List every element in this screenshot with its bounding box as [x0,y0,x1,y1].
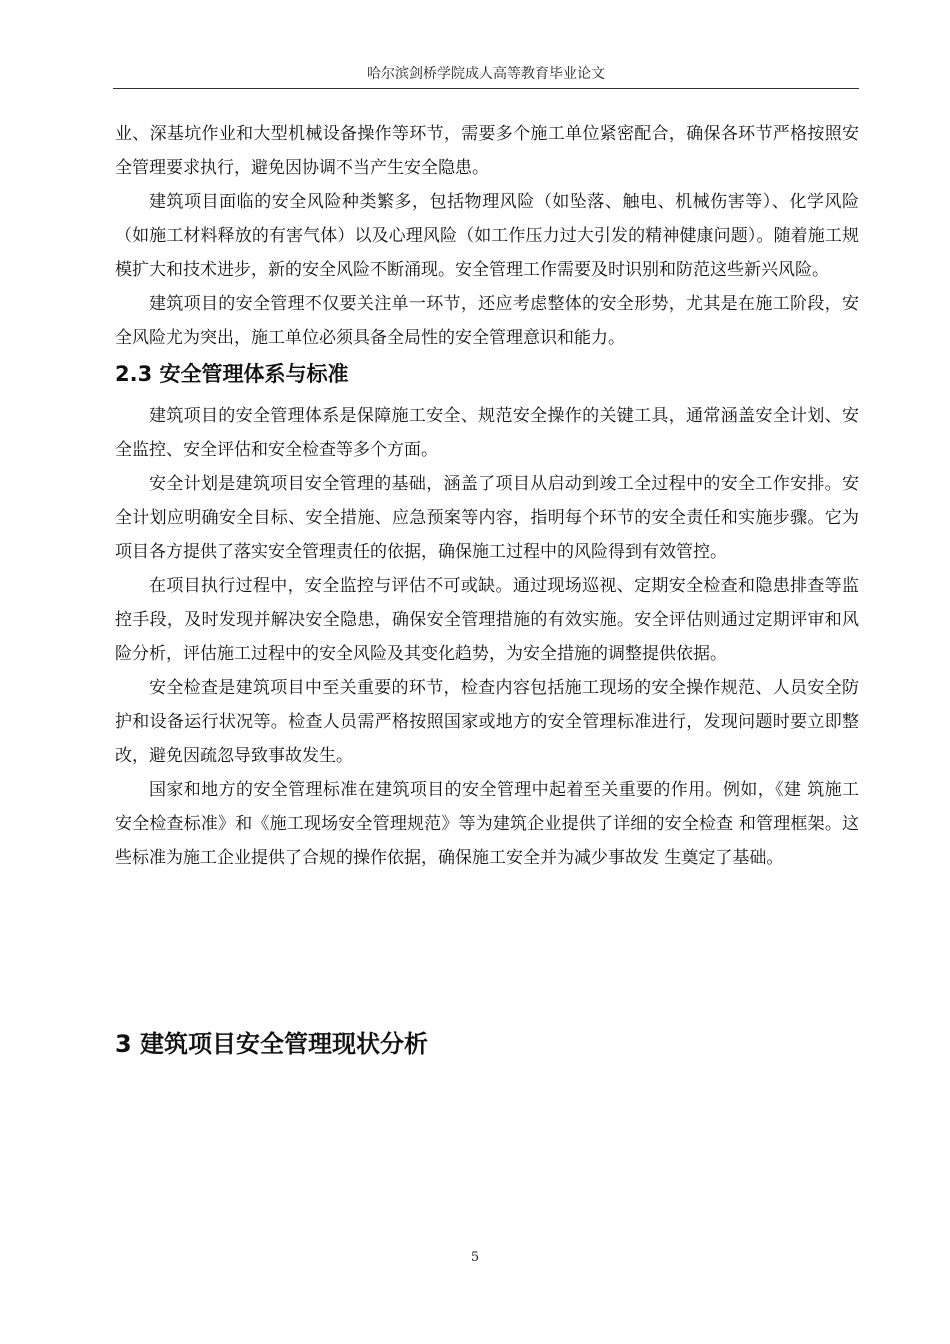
running-header: 哈尔滨剑桥学院成人高等教育毕业论文 [367,66,605,82]
paragraph: 安全检查是建筑项目中至关重要的环节，检查内容包括施工现场的安全操作规范、人员安全防护和设备运行状况等。检查人员需严格按照国家或地方的安全管理标准进行，发现问题时要立即整改，避免因疏忽导致事故发生。 [115,678,859,766]
paragraph: 在项目执行过程中，安全监控与评估不可或缺。通过现场巡视、定期安全检查和隐患排查等监控手段，及时发现并解决安全隐患，确保安全管理措施的有效实施。安全评估则通过定期评审和风险分析，评估施工过程中的安全风险及其变化趋势，为安全措施的调整提供依据。 [115,576,859,664]
chapter-heading-3: 3 建筑项目安全管理现状分析 [115,1030,429,1058]
header-rule [113,88,859,89]
paragraph: 建筑项目的安全管理不仅要关注单一环节，还应考虑整体的安全形势，尤其是在施工阶段，安全风险尤为突出，施工单位必须具备全局性的安全管理意识和能力。 [115,294,859,348]
body-text [115,117,859,875]
paragraph: 安全计划是建筑项目安全管理的基础，涵盖了项目从启动到竣工全过程中的安全工作安排。安全计划应明确安全目标、安全措施、应急预案等内容，指明每个环节的安全责任和实施步骤。它为项目各方提供了落实安全管理责任的依据，确保施工过程中的风险得到有效管控。 [115,474,859,562]
paragraph: 国家和地方的安全管理标准在建筑项目的安全管理中起着至关重要的作用。例如，《建 筑施工安全检查标准》和《施工现场安全管理规范》等为建筑企业提供了详细的安全检查 和管理框架。这些标准为施工企业提供了合规的操作依据，确保施工安全并为减少事故发 生奠定了基础。 [115,780,859,868]
page-number: 5 [470,1250,480,1265]
paragraph: 建筑项目的安全管理体系是保障施工安全、规范安全操作的关键工具，通常涵盖安全计划、安全监控、安全评估和安全检查等多个方面。 [115,406,859,460]
paragraph: 建筑项目面临的安全风险种类繁多，包括物理风险（如坠落、触电、机械伤害等）、化学风险（如施工材料释放的有害气体）以及心理风险（如工作压力过大引发的精神健康问题）。随着施工规模扩大和技术进步，新的安全风险不断涌现。安全管理工作需要及时识别和防范这些新兴风险。 [115,192,859,280]
paragraph: 业、深基坑作业和大型机械设备操作等环节，需要多个施工单位紧密配合，确保各环节严格按照安全管理要求执行，避免因协调不当产生安全隐患。 [115,124,859,178]
section-heading-2-3: 2.3 安全管理体系与标准 [115,362,349,386]
